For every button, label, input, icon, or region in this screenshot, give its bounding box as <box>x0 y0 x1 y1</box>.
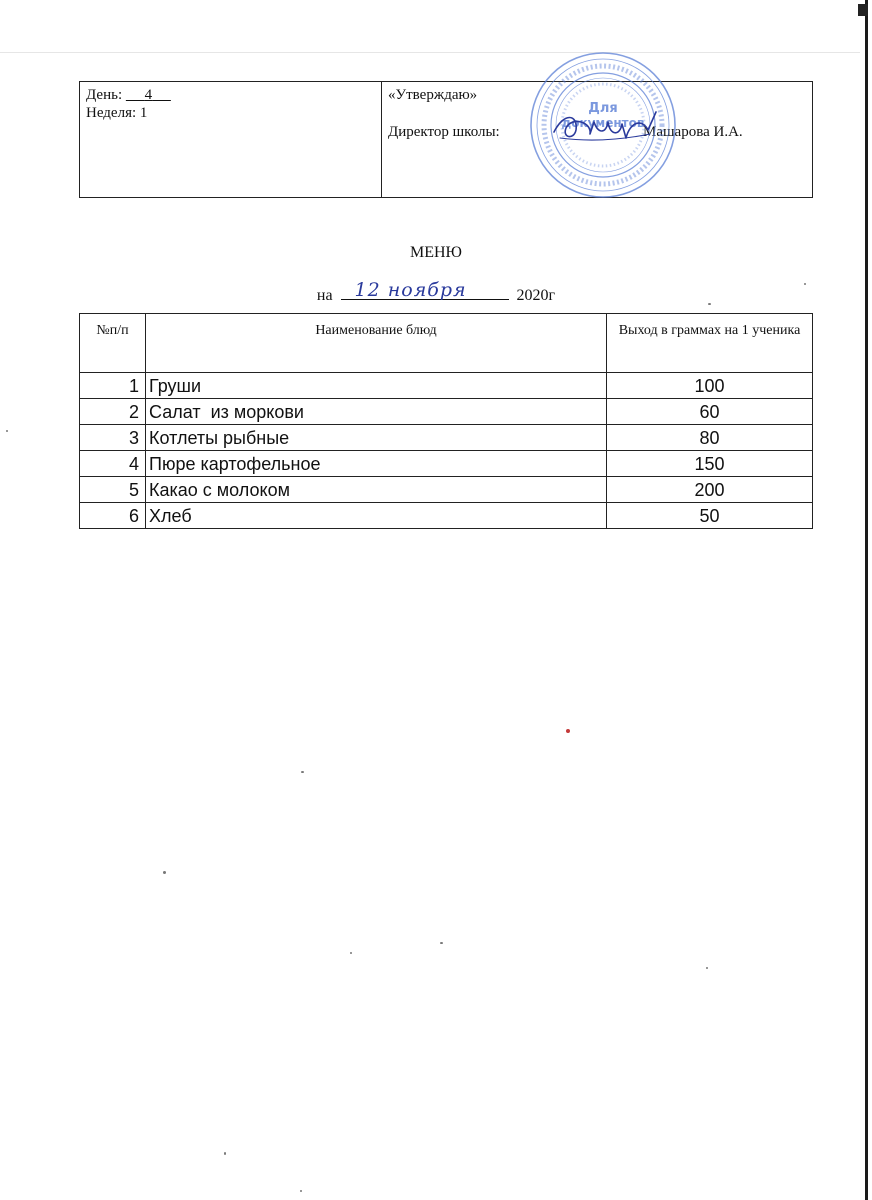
scan-speck <box>706 967 708 969</box>
scan-edge <box>865 0 868 1200</box>
date-suffix: 2020г <box>516 287 556 304</box>
scan-speck <box>300 1190 302 1192</box>
scan-speck <box>6 430 8 432</box>
scan-speck <box>163 871 166 874</box>
menu-table <box>79 313 813 529</box>
row-dish-name: Пюре картофельное <box>146 451 607 477</box>
date-handwritten: 12 ноября <box>354 279 467 301</box>
scan-corner-mark <box>858 4 868 16</box>
row-num: 6 <box>80 503 146 529</box>
header-num: №п/п <box>80 314 146 373</box>
row-num: 2 <box>80 399 146 425</box>
row-dish-name: Салат из моркови <box>146 399 607 425</box>
scan-speck <box>566 729 570 733</box>
row-dish-name: Груши <box>146 373 607 399</box>
row-dish-name: Какао с молоком <box>146 477 607 503</box>
scan-speck <box>350 952 352 954</box>
approval-cell <box>382 82 813 198</box>
menu-date-line <box>0 279 872 305</box>
director-name: Машарова И.А. <box>643 124 743 140</box>
director-label: Директор школы: <box>388 124 500 140</box>
approve-text: «Утверждаю» <box>388 87 478 103</box>
table-row <box>80 399 813 425</box>
day-value: 4 <box>144 87 153 103</box>
row-portion: 150 <box>607 451 813 477</box>
row-portion: 100 <box>607 373 813 399</box>
scan-speck <box>440 942 443 944</box>
table-row <box>80 373 813 399</box>
scan-speck <box>804 283 806 285</box>
day-line <box>86 86 375 104</box>
row-portion: 50 <box>607 503 813 529</box>
day-week-cell <box>80 82 382 198</box>
row-num: 5 <box>80 477 146 503</box>
day-label: День: <box>86 87 123 103</box>
scan-artifact-line <box>0 52 860 53</box>
row-dish-name: Хлеб <box>146 503 607 529</box>
menu-table-header-row <box>80 314 813 373</box>
stamp-center-line-2: документов <box>561 116 645 130</box>
menu-title: МЕНЮ <box>410 244 462 261</box>
scan-speck <box>708 303 711 305</box>
row-dish-name: Котлеты рыбные <box>146 425 607 451</box>
approval-header-table <box>79 81 813 198</box>
scan-speck <box>301 771 304 773</box>
table-row <box>80 451 813 477</box>
date-prefix: на <box>316 287 333 304</box>
row-portion: 60 <box>607 399 813 425</box>
header-portion: Выход в граммах на 1 ученика <box>607 314 813 373</box>
row-portion: 200 <box>607 477 813 503</box>
director-signature <box>550 108 662 148</box>
stamp-center-line-1: Для <box>588 101 618 116</box>
row-num: 3 <box>80 425 146 451</box>
table-row <box>80 425 813 451</box>
row-num: 4 <box>80 451 146 477</box>
table-row <box>80 503 813 529</box>
table-row <box>80 477 813 503</box>
row-num: 1 <box>80 373 146 399</box>
date-blank-line <box>341 279 509 301</box>
week-line: Неделя: 1 <box>86 105 148 121</box>
header-dish-name: Наименование блюд <box>146 314 607 373</box>
scan-speck <box>224 1152 226 1155</box>
row-portion: 80 <box>607 425 813 451</box>
